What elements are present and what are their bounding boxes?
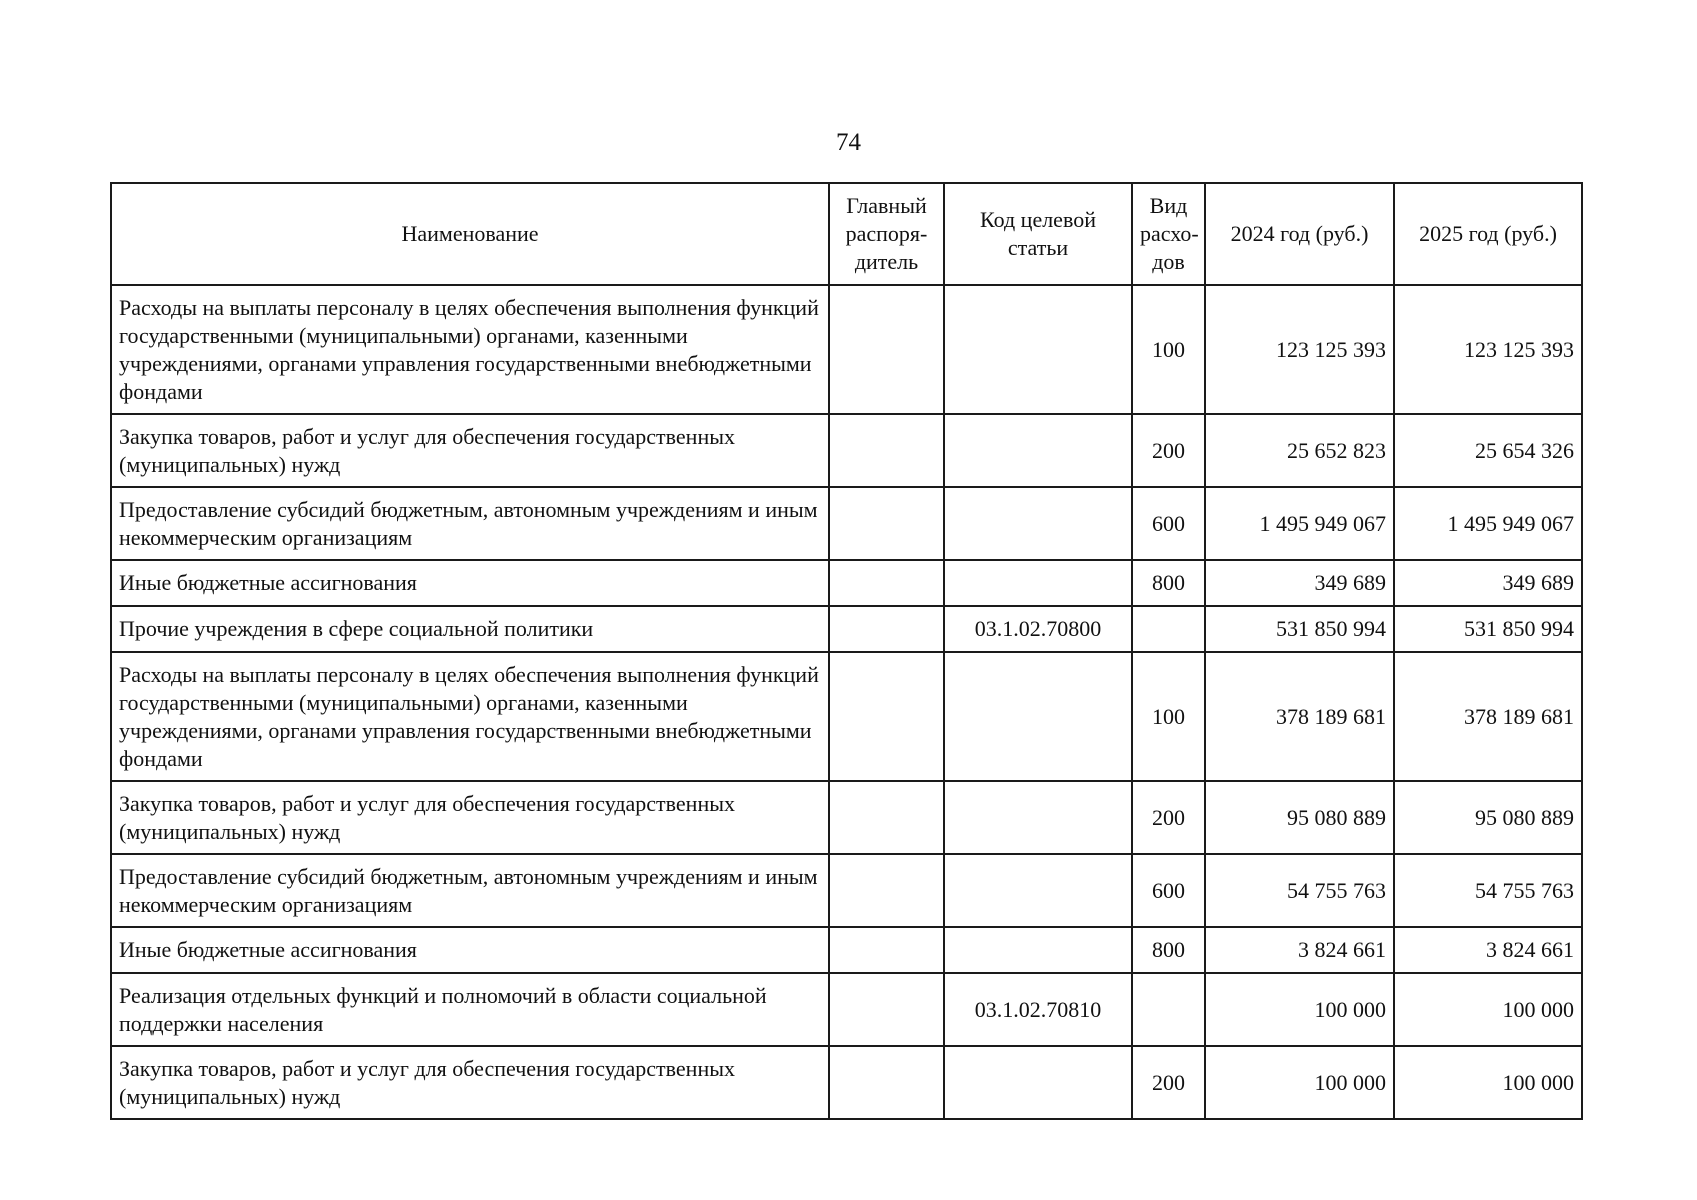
- cell-kind: [1132, 606, 1205, 652]
- cell-2024: 100 000: [1205, 1046, 1394, 1119]
- cell-name: Прочие учреждения в сфере социальной политики: [111, 606, 829, 652]
- table-row: [111, 560, 1582, 606]
- cell-code: 03.1.02.70810: [944, 973, 1132, 1046]
- header-2025: 2025 год (руб.): [1394, 183, 1582, 285]
- cell-manager: [829, 414, 944, 487]
- cell-kind: 200: [1132, 781, 1205, 854]
- cell-manager: [829, 285, 944, 414]
- cell-2024: 123 125 393: [1205, 285, 1394, 414]
- header-code: Код целевой статьи: [944, 183, 1132, 285]
- cell-manager: [829, 854, 944, 927]
- cell-manager: [829, 652, 944, 781]
- cell-kind: 600: [1132, 854, 1205, 927]
- cell-name: Закупка товаров, работ и услуг для обеспечения государственных (муниципальных) нужд: [111, 781, 829, 854]
- table-row: [111, 487, 1582, 560]
- cell-2025: 378 189 681: [1394, 652, 1582, 781]
- header-manager: Главный распоря-дитель: [829, 183, 944, 285]
- cell-2025: 3 824 661: [1394, 927, 1582, 973]
- cell-2024: 531 850 994: [1205, 606, 1394, 652]
- table-row: [111, 781, 1582, 854]
- table-row: [111, 606, 1582, 652]
- cell-2024: 1 495 949 067: [1205, 487, 1394, 560]
- cell-2025: 1 495 949 067: [1394, 487, 1582, 560]
- cell-code: [944, 927, 1132, 973]
- table-row: [111, 652, 1582, 781]
- cell-code: 03.1.02.70800: [944, 606, 1132, 652]
- cell-name: Предоставление субсидий бюджетным, автономным учреждениям и иным некоммерческим организациям: [111, 487, 829, 560]
- cell-code: [944, 560, 1132, 606]
- cell-kind: 800: [1132, 927, 1205, 973]
- header-kind: Вид расхо-дов: [1132, 183, 1205, 285]
- cell-kind: 200: [1132, 1046, 1205, 1119]
- cell-code: [944, 781, 1132, 854]
- cell-kind: 100: [1132, 285, 1205, 414]
- table-row: [111, 854, 1582, 927]
- cell-2024: 3 824 661: [1205, 927, 1394, 973]
- cell-2025: 531 850 994: [1394, 606, 1582, 652]
- cell-2025: 100 000: [1394, 973, 1582, 1046]
- table-row: [111, 1046, 1582, 1119]
- page-number: 74: [836, 129, 861, 156]
- cell-kind: 600: [1132, 487, 1205, 560]
- cell-name: Закупка товаров, работ и услуг для обеспечения государственных (муниципальных) нужд: [111, 414, 829, 487]
- table-row: [111, 973, 1582, 1046]
- cell-name: Иные бюджетные ассигнования: [111, 560, 829, 606]
- cell-name: Предоставление субсидий бюджетным, автономным учреждениям и иным некоммерческим организациям: [111, 854, 829, 927]
- cell-manager: [829, 606, 944, 652]
- cell-manager: [829, 973, 944, 1046]
- cell-name: Расходы на выплаты персоналу в целях обеспечения выполнения функций государственными (муниципальными) органами, казенными учреждениями, органами управления государственными внебюджетными фондами: [111, 652, 829, 781]
- cell-manager: [829, 781, 944, 854]
- cell-manager: [829, 1046, 944, 1119]
- header-row: [111, 183, 1582, 285]
- cell-2024: 25 652 823: [1205, 414, 1394, 487]
- cell-2025: 123 125 393: [1394, 285, 1582, 414]
- cell-2024: 54 755 763: [1205, 854, 1394, 927]
- table-row: [111, 414, 1582, 487]
- cell-2024: 349 689: [1205, 560, 1394, 606]
- cell-name: Иные бюджетные ассигнования: [111, 927, 829, 973]
- cell-2024: 378 189 681: [1205, 652, 1394, 781]
- cell-kind: 100: [1132, 652, 1205, 781]
- cell-manager: [829, 487, 944, 560]
- cell-2025: 54 755 763: [1394, 854, 1582, 927]
- cell-kind: [1132, 973, 1205, 1046]
- cell-code: [944, 854, 1132, 927]
- cell-manager: [829, 927, 944, 973]
- table-row: [111, 285, 1582, 414]
- cell-code: [944, 285, 1132, 414]
- cell-2025: 349 689: [1394, 560, 1582, 606]
- cell-kind: 200: [1132, 414, 1205, 487]
- cell-2025: 100 000: [1394, 1046, 1582, 1119]
- cell-code: [944, 1046, 1132, 1119]
- table-row: [111, 927, 1582, 973]
- cell-name: Закупка товаров, работ и услуг для обеспечения государственных (муниципальных) нужд: [111, 1046, 829, 1119]
- cell-2024: 95 080 889: [1205, 781, 1394, 854]
- cell-code: [944, 487, 1132, 560]
- cell-manager: [829, 560, 944, 606]
- cell-name: Расходы на выплаты персоналу в целях обеспечения выполнения функций государственными (муниципальными) органами, казенными учреждениями, органами управления государственными внебюджетными фондами: [111, 285, 829, 414]
- header-2024: 2024 год (руб.): [1205, 183, 1394, 285]
- cell-2025: 25 654 326: [1394, 414, 1582, 487]
- cell-2025: 95 080 889: [1394, 781, 1582, 854]
- header-name: Наименование: [111, 183, 829, 285]
- cell-code: [944, 652, 1132, 781]
- cell-2024: 100 000: [1205, 973, 1394, 1046]
- budget-table: [110, 182, 1583, 1120]
- cell-kind: 800: [1132, 560, 1205, 606]
- cell-name: Реализация отдельных функций и полномочий в области социальной поддержки населения: [111, 973, 829, 1046]
- cell-code: [944, 414, 1132, 487]
